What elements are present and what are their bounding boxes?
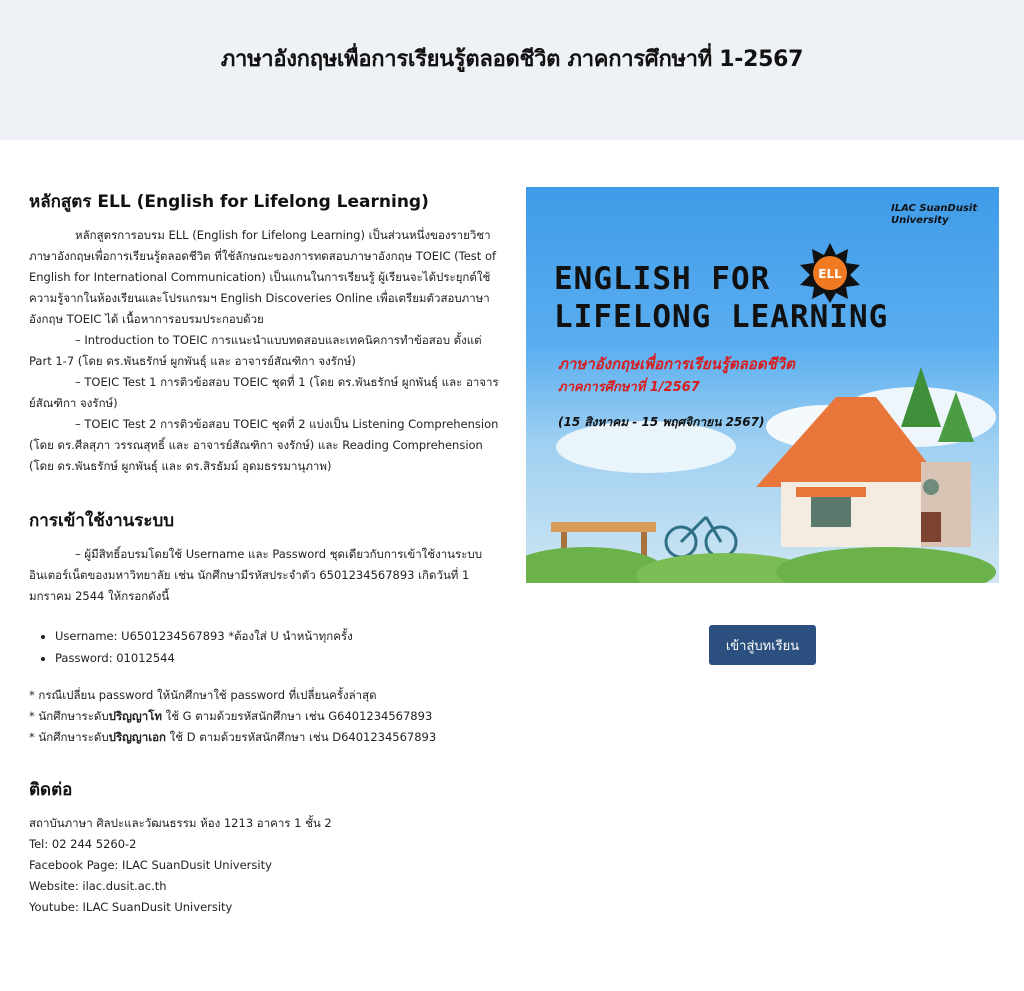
enter-lesson-button[interactable]: เข้าสู่บทเรียน	[709, 625, 816, 665]
svg-text:ELL: ELL	[818, 267, 842, 281]
header-band	[0, 0, 1024, 140]
banner-org-label: ILAC SuanDusit University	[891, 203, 978, 226]
note-doctoral: * นักศึกษาระดับปริญญาเอก ใช้ D ตามด้วยรหัสนักศึกษา เช่น D6401234567893	[29, 730, 437, 744]
note-masters: * นักศึกษาระดับปริญญาโท ใช้ G ตามด้วยรหัสนักศึกษา เช่น G6401234567893	[29, 709, 433, 723]
contact-facebook: Facebook Page: ILAC SuanDusit University	[29, 858, 272, 872]
banner-thai-semester: ภาคการศึกษาที่ 1/2567	[558, 380, 700, 395]
ell-badge-icon	[798, 241, 862, 305]
banner-title-line2: LIFELONG LEARNING	[554, 299, 889, 335]
contact-heading: ติดต่อ	[29, 780, 73, 800]
password-example: • Password: 01012544	[55, 647, 505, 669]
banner-thai-title: ภาษาอังกฤษเพื่อการเรียนรู้ตลอดชีวิต	[558, 355, 795, 373]
banner-column	[526, 187, 999, 654]
banner-dates: (15 สิงหาคม - 15 พฤศจิกายน 2567)	[558, 415, 765, 429]
contact-tel: Tel: 02 244 5260-2	[29, 837, 137, 851]
credentials-list	[29, 625, 505, 669]
contact-website: Website: ilac.dusit.ac.th	[29, 879, 167, 893]
access-heading: การเข้าใช้งานระบบ	[29, 511, 175, 531]
username-example: • Username: U6501234567893 *ต้องใส่ U นำหน้าทุกครั้ง	[55, 625, 505, 647]
course-item-3: – TOEIC Test 2 การติวข้อสอบ TOEIC ชุดที่ 2 แบ่งเป็น Listening Comprehension (โดย ดร.ศีลสุภา วรรณสุทธิ์ และ อาจารย์สัณฑิกา จงรักษ์) และ Reading Comprehension (โดย ดร.พันธรักษ์ ผูกพันธุ์ และ ดร.สิรธัมม์ อุดมธรรมานุภาพ)	[29, 417, 499, 473]
course-intro: หลักสูตรการอบรม ELL (English for Lifelong Learning) เป็นส่วนหนึ่งของรายวิชาภาษาอังกฤษเพื่อการเรียนรู้ตลอดชีวิต ที่ใช้ลักษณะของการทดสอบภาษาอังกฤษ TOEIC (Test of English for International Communication) เป็นแกนในการเรียนรู้ ผู้เรียนจะได้ประยุกต์ใช้ความรู้จากในห้องเรียนและโปรแกรมฯ English Discoveries Online เพื่อเตรียมตัวสอบภาษาอังกฤษ TOEIC ได้ เนื้อหาการอบรมประกอบด้วย	[29, 228, 497, 326]
contact-youtube: Youtube: ILAC SuanDusit University	[29, 900, 233, 914]
info-column	[29, 188, 505, 918]
access-notes	[29, 685, 505, 748]
course-heading: หลักสูตร ELL (English for Lifelong Learning)	[29, 192, 429, 212]
course-banner-image	[526, 187, 999, 583]
course-item-2: – TOEIC Test 1 การติวข้อสอบ TOEIC ชุดที่ 1 (โดย ดร.พันธรักษ์ ผูกพันธุ์ และ อาจารย์สัณฑิกา จงรักษ์)	[29, 375, 499, 410]
contact-address: สถาบันภาษา ศิลปะและวัฒนธรรม ห้อง 1213 อาคาร 1 ชั้น 2	[29, 816, 332, 830]
banner-title-line1: ENGLISH FOR	[554, 261, 771, 297]
course-item-1: – Introduction to TOEIC การแนะนำแบบทดสอบและเทคนิคการทำข้อสอบ ตั้งแต่ Part 1-7 (โดย ดร.พันธรักษ์ ผูกพันธุ์ และ อาจารย์สัณฑิกา จงรักษ์)	[29, 333, 482, 368]
access-intro: – ผู้มีสิทธิ์อบรมโดยใช้ Username และ Password ชุดเดียวกับการเข้าใช้งานระบบอินเตอร์เน็ตของมหาวิทยาลัย เช่น นักศึกษามีรหัสประจำตัว 6501234567893 เกิดวันที่ 1 มกราคม 2544 ให้กรอกดังนี้	[29, 547, 482, 603]
page-title: ภาษาอังกฤษเพื่อการเรียนรู้ตลอดชีวิต ภาคการศึกษาที่ 1-2567	[220, 46, 804, 72]
note-password: * กรณีเปลี่ยน password ให้นักศึกษาใช้ password ที่เปลี่ยนครั้งล่าสุด	[29, 688, 377, 702]
